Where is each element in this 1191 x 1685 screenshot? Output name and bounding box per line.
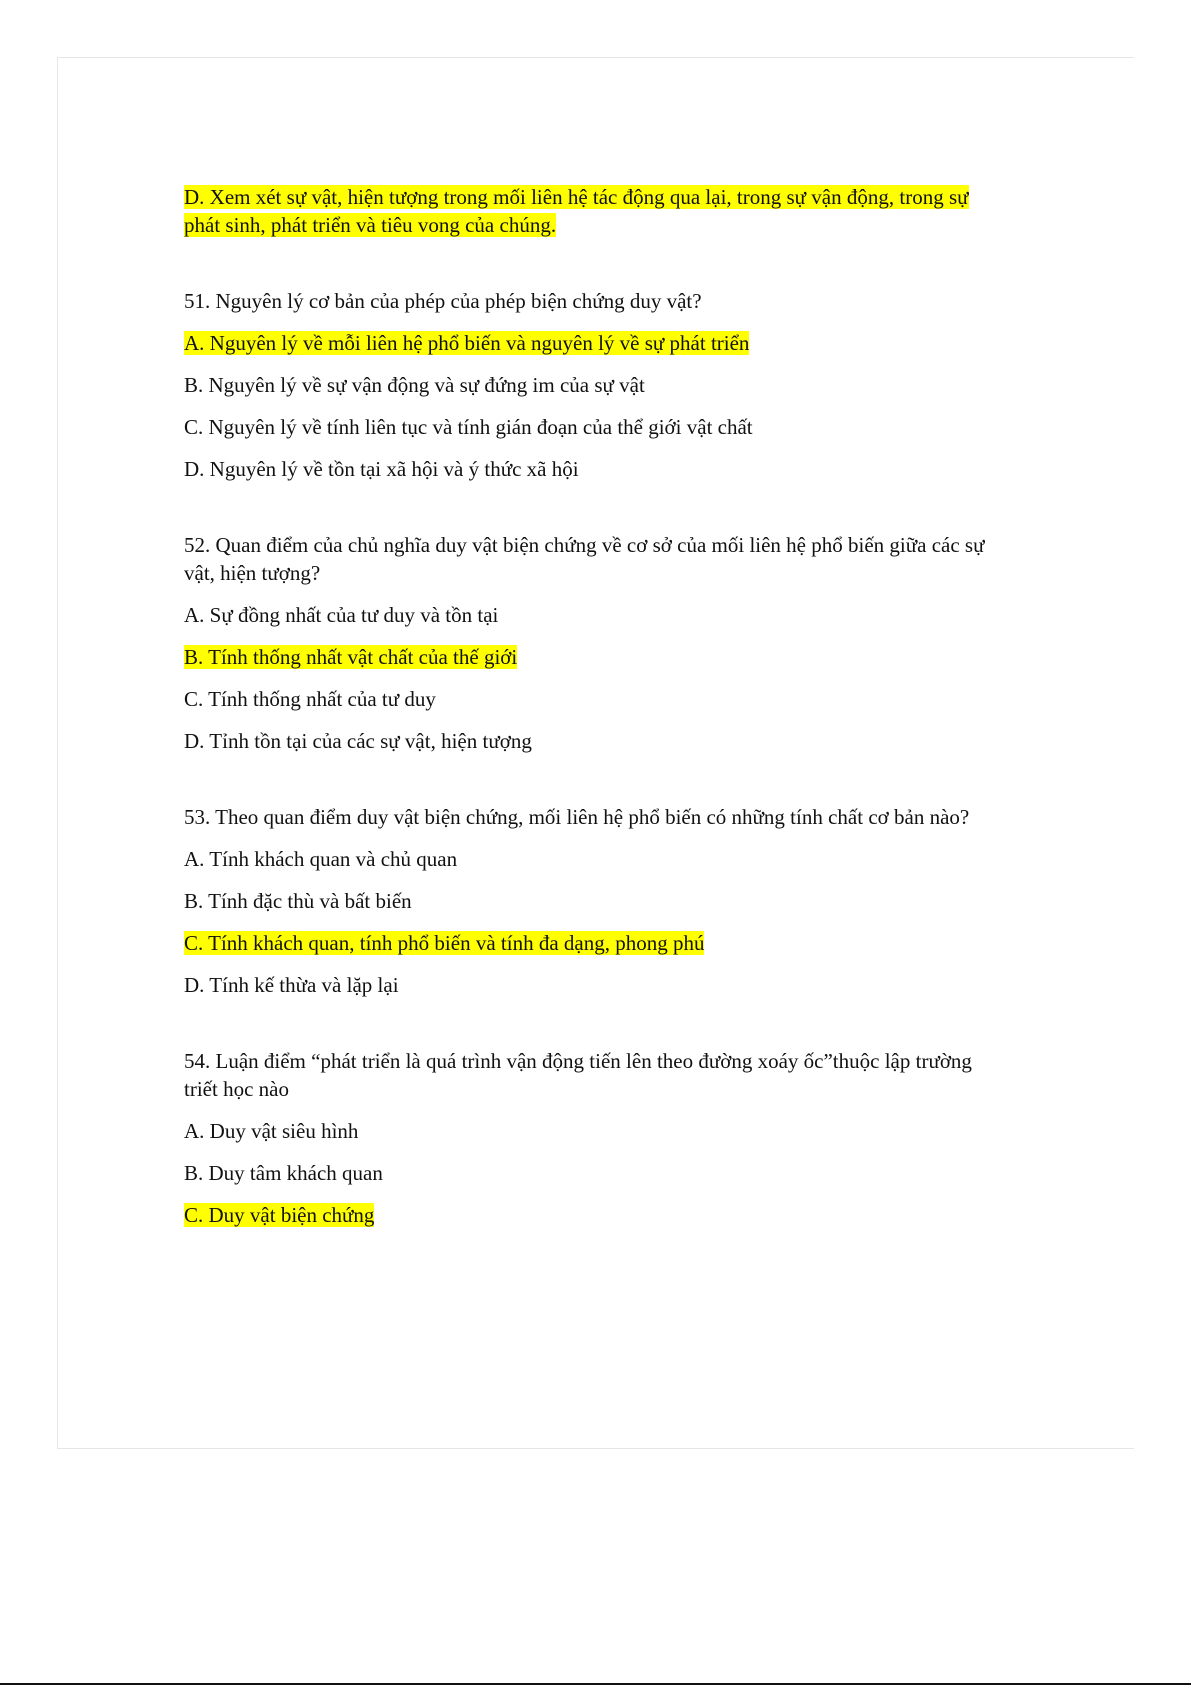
question-block <box>184 287 1004 483</box>
answer-option: A. Duy vật siêu hình <box>184 1119 359 1143</box>
answer-option <box>184 643 1004 671</box>
answer-option: B. Duy tâm khách quan <box>184 1161 383 1185</box>
intro-answer-highlight: D. Xem xét sự vật, hiện tượng trong mối liên hệ tác động qua lại, trong sự vận động, trong sự phát sinh, phát triển và tiêu vong của chúng. <box>184 185 969 237</box>
answer-option: C. Tính thống nhất của tư duy <box>184 687 436 711</box>
answer-option <box>184 1201 1004 1229</box>
intro-answer <box>184 183 1004 239</box>
answer-option: D. Tỉnh tồn tại của các sự vật, hiện tượng <box>184 729 532 753</box>
answer-option <box>184 929 1004 957</box>
answer-option-highlighted: A. Nguyên lý về mỗi liên hệ phổ biến và nguyên lý về sự phát triển <box>184 331 750 355</box>
answer-option-highlighted: C. Duy vật biện chứng <box>184 1203 375 1227</box>
question-text: 52. Quan điểm của chủ nghĩa duy vật biện chứng về cơ sở của mối liên hệ phổ biến giữa các sự vật, hiện tượng? <box>184 533 985 585</box>
question-text: 51. Nguyên lý cơ bản của phép của phép biện chứng duy vật? <box>184 289 702 313</box>
question-block <box>184 803 1004 999</box>
answer-option <box>184 329 1004 357</box>
question-block <box>184 531 1004 755</box>
answer-option: A. Tính khách quan và chủ quan <box>184 847 458 871</box>
question-text: 54. Luận điểm “phát triển là quá trình vận động tiến lên theo đường xoáy ốc”thuộc lập trường triết học nào <box>184 1049 972 1101</box>
document-content <box>184 183 1004 1243</box>
answer-option-highlighted: C. Tính khách quan, tính phổ biến và tính đa dạng, phong phú <box>184 931 705 955</box>
question-text: 53. Theo quan điểm duy vật biện chứng, mối liên hệ phổ biến có những tính chất cơ bản nào? <box>184 805 970 829</box>
answer-option: B. Nguyên lý về sự vận động và sự đứng im của sự vật <box>184 373 645 397</box>
answer-option: D. Nguyên lý về tồn tại xã hội và ý thức xã hội <box>184 457 579 481</box>
answer-option: C. Nguyên lý về tính liên tục và tính gián đoạn của thể giới vật chất <box>184 415 753 439</box>
answer-option: A. Sự đồng nhất của tư duy và tồn tại <box>184 603 499 627</box>
answer-option-highlighted: B. Tính thống nhất vật chất của thế giới <box>184 645 518 669</box>
answer-option: B. Tính đặc thù và bất biến <box>184 889 412 913</box>
answer-option: D. Tính kế thừa và lặp lại <box>184 973 399 997</box>
question-block <box>184 1047 1004 1229</box>
